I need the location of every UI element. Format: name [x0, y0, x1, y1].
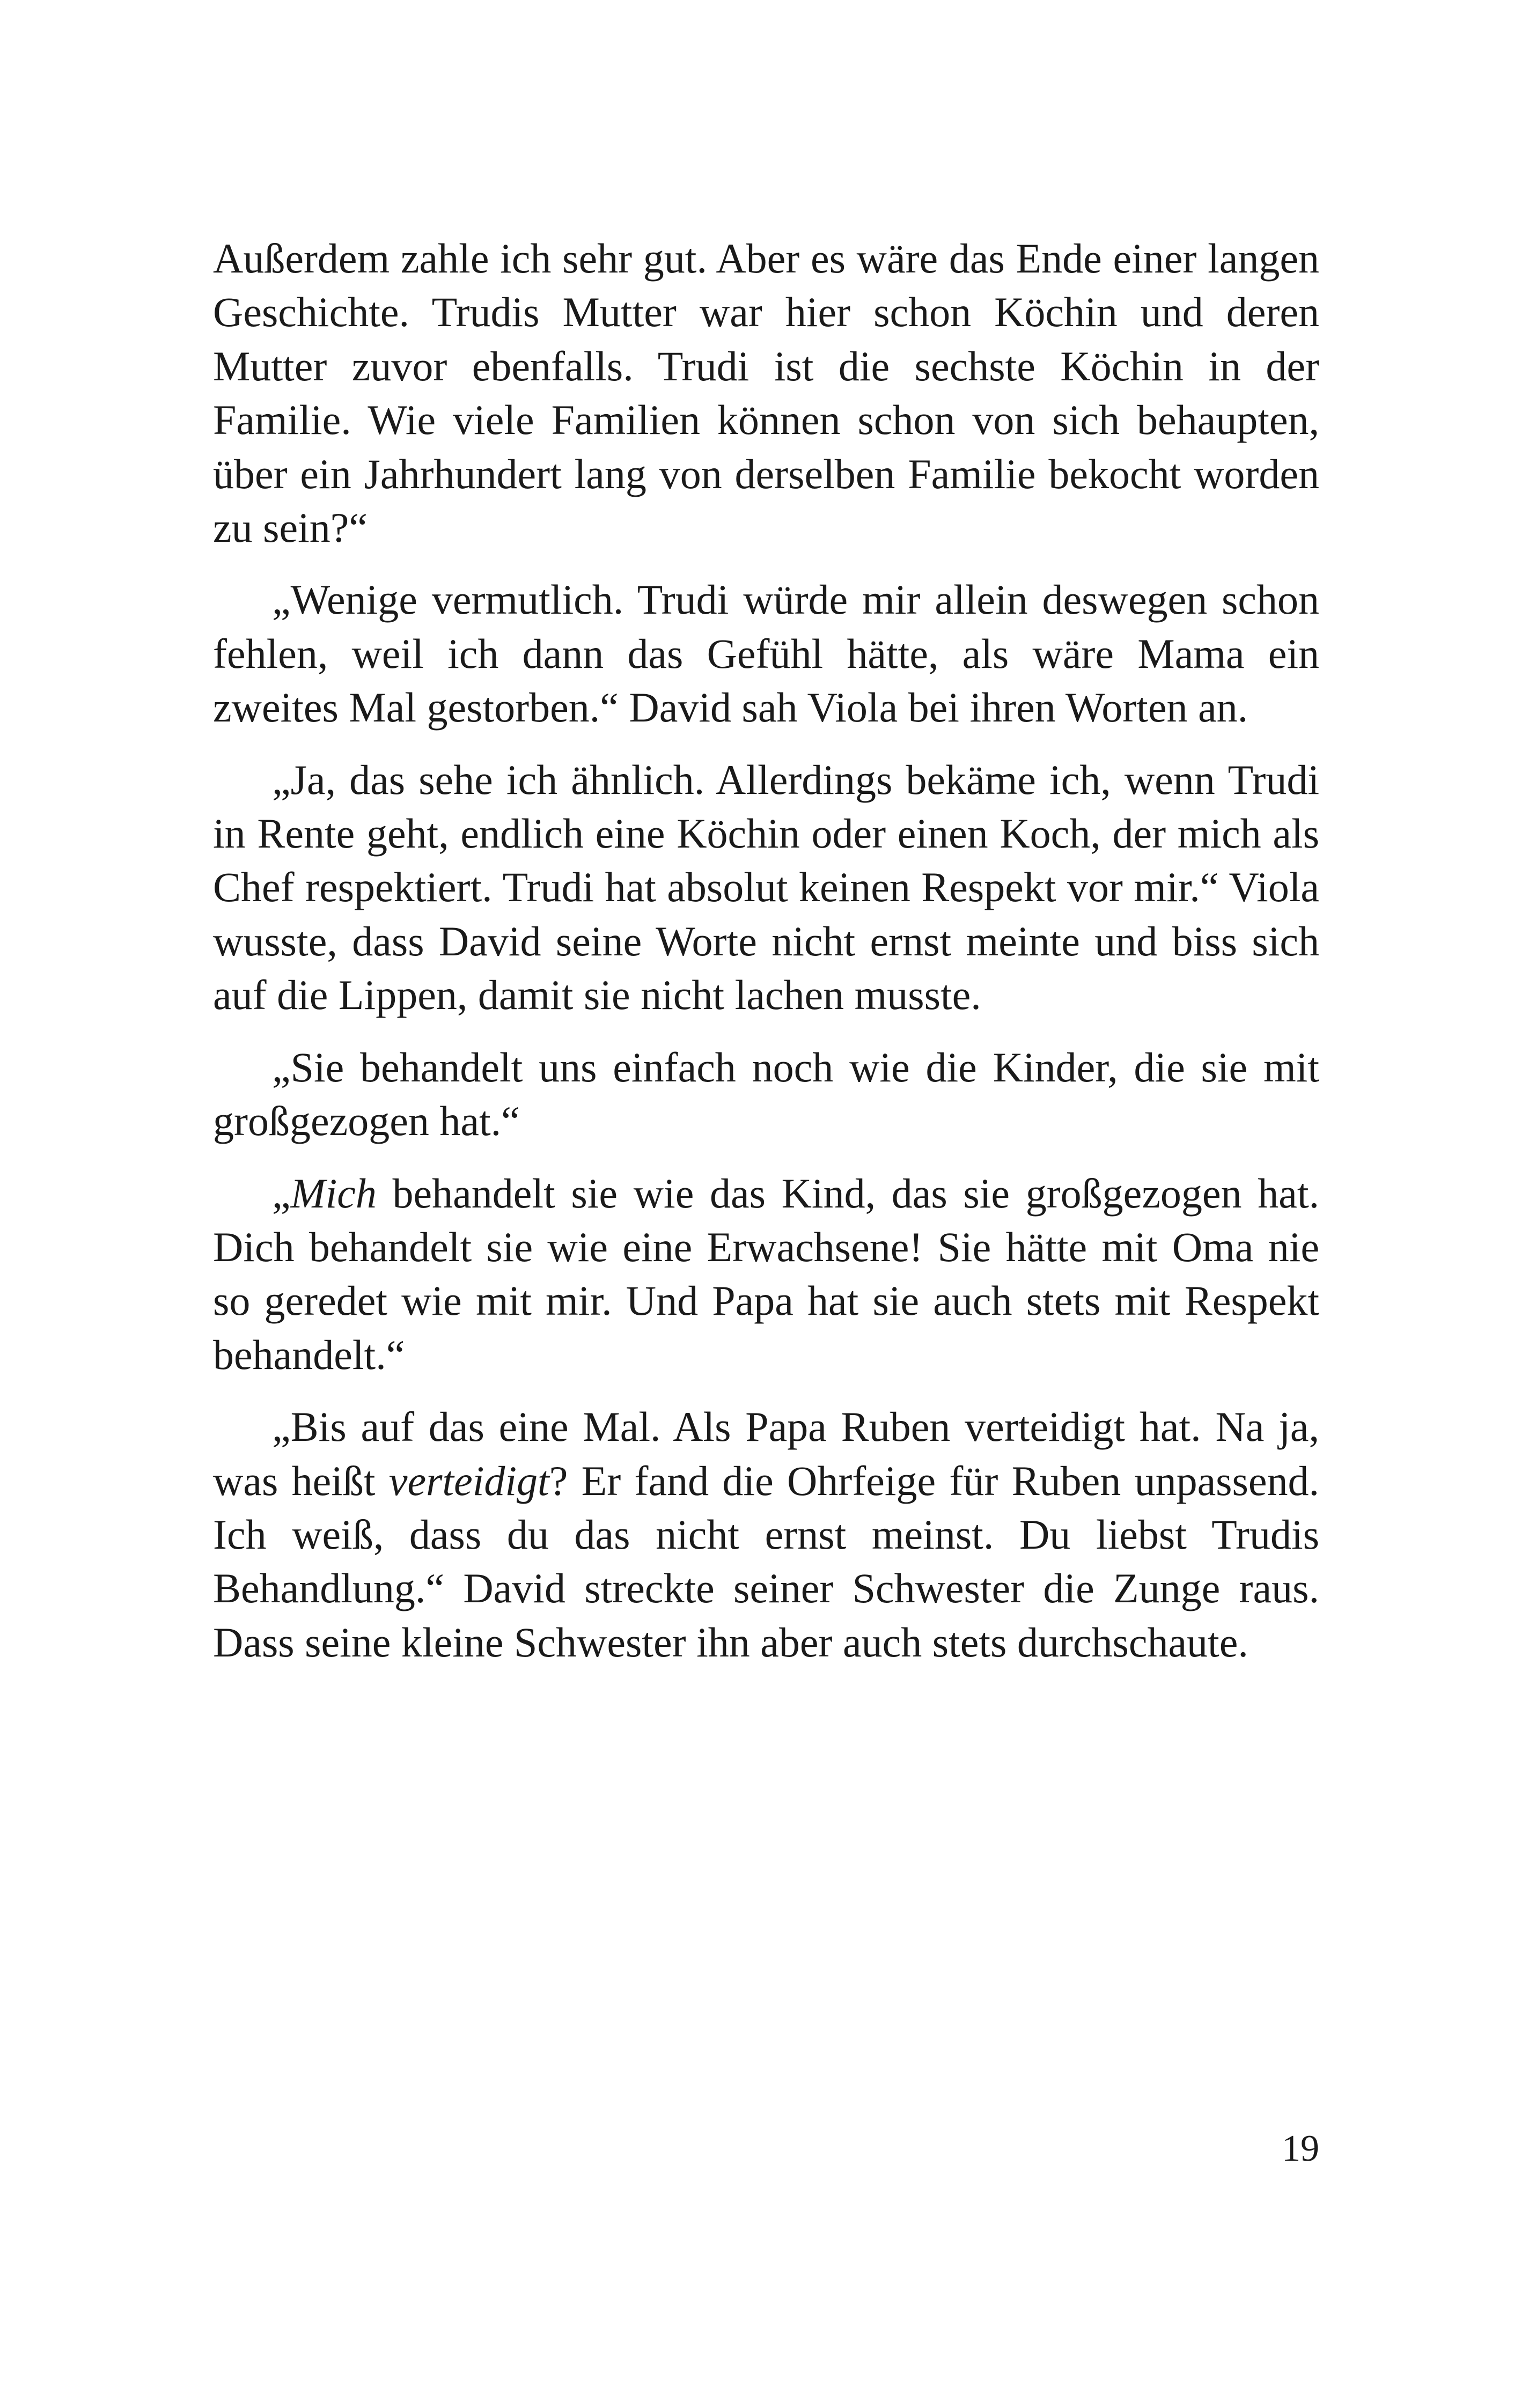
paragraph-6-text-start: „Bis auf das eine Mal. Als Papa Ruben verteidigt hat. Na ja, was heißt — [213, 1403, 1319, 1504]
paragraph-5-emphasis: Mich — [290, 1169, 377, 1217]
paragraph-5-text: behandelt sie wie das Kind, das sie großgezogen hat. Dich behandelt sie wie eine Erwachsene! Sie hätte mit Oma nie so geredet wie mit mir. Und Papa hat sie auch stets mit Respekt behandelt.“ — [213, 1169, 1319, 1378]
paragraph-6-emphasis: verteidigt — [388, 1457, 549, 1504]
paragraph-2 — [213, 573, 1319, 734]
paragraph-1 — [213, 232, 1319, 555]
paragraph-1-text: Außerdem zahle ich sehr gut. Aber es wäre das Ende einer langen Geschichte. Trudis Mutter war hier schon Köchin und deren Mutter zuvor ebenfalls. Trudi ist die sechste Köchin in der Familie. Wie viele Familien können schon von sich behaupten, über ein Jahrhundert lang von derselben Familie bekocht worden zu sein?“ — [213, 235, 1319, 551]
paragraph-3 — [213, 753, 1319, 1022]
body-text — [213, 232, 1319, 1688]
paragraph-6-text-end: ? Er fand die Ohrfeige für Ruben unpassend. Ich weiß, dass du das nicht ernst meinst. Du liebst Trudis Behandlung.“ David streckte seiner Schwester die Zunge raus. Dass seine kleine Schwester ihn aber auch stets durchschaute. — [213, 1457, 1320, 1666]
paragraph-5 — [213, 1167, 1319, 1382]
paragraph-2-text: „Wenige vermutlich. Trudi würde mir allein deswegen schon fehlen, weil ich dann das Gefühl hätte, als wäre Mama ein zweites Mal gestorben.“ David sah Viola bei ihren Worten an. — [213, 576, 1319, 731]
paragraph-3-text: „Ja, das sehe ich ähnlich. Allerdings bekäme ich, wenn Trudi in Rente geht, endlich eine Köchin oder einen Koch, der mich als Chef respektiert. Trudi hat absolut keinen Respekt vor mir.“ Viola wusste, dass David seine Worte nicht ernst meinte und biss sich auf die Lippen, damit sie nicht lachen musste. — [213, 756, 1319, 1019]
page-number: 19 — [1282, 2128, 1319, 2169]
paragraph-5-open-quote: „ — [272, 1169, 291, 1217]
paragraph-4-text: „Sie behandelt uns einfach noch wie die Kinder, die sie mit großgezogen hat.“ — [213, 1043, 1319, 1145]
paragraph-6 — [213, 1400, 1319, 1669]
paragraph-4 — [213, 1041, 1319, 1148]
